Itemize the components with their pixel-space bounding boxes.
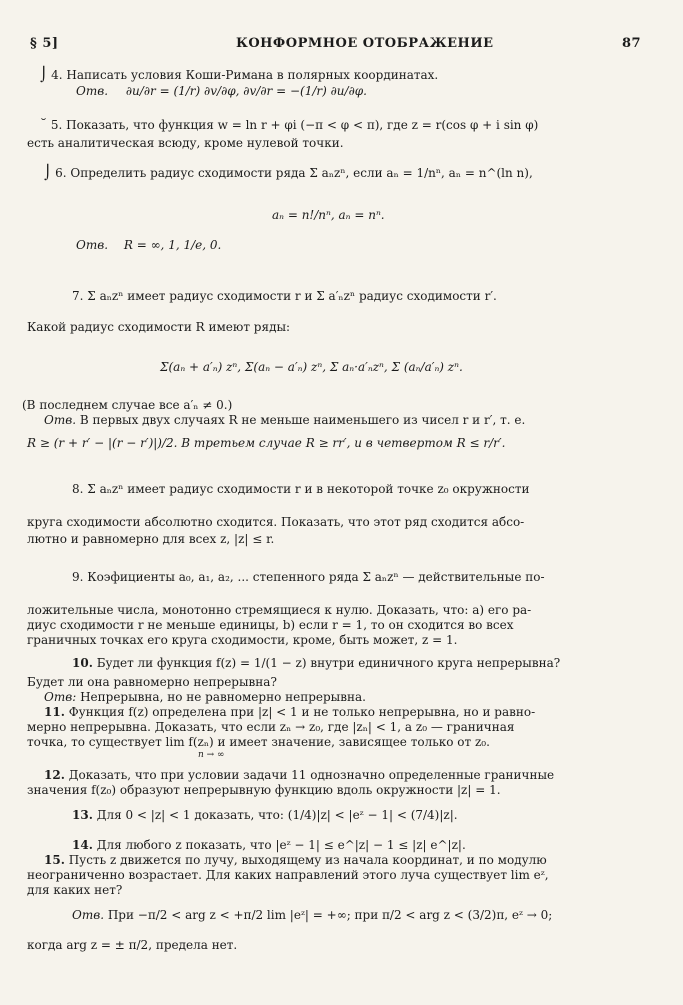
problem-9 [72, 570, 545, 584]
problem-15-answer-line1: При −π/2 < arg z < +π/2 lim |eᶻ| = +∞; при π/2 < arg z < (3/2)π, eᶻ → 0; [107, 908, 553, 922]
check-mark-icon: ⌡ [40, 67, 48, 83]
problem-8-line3: лютно и равномерно для всех z, |z| ≤ r. [27, 532, 275, 546]
problem-5-line2: есть аналитическая всюду, кроме нулевой точки. [27, 136, 344, 150]
problem-7-answer-label: Отв. [44, 413, 77, 427]
problem-7-note: (В последнем случае все a′ₙ ≠ 0.) [22, 398, 233, 412]
check-mark-icon: ⌡ [44, 165, 52, 181]
problem-11-number: 11. [44, 705, 65, 719]
problem-7 [72, 289, 497, 303]
problem-11-line1: Функция f(z) определена при |z| < 1 и не только непрерывна, но и равно- [68, 705, 536, 719]
problem-10-line1: Будет ли функция f(z) = 1/(1 − z) внутри единичного круга непрерывна? [96, 656, 561, 670]
problem-8-number: 8. [72, 482, 84, 496]
problem-15-answer-line2: когда arg z = ± π/2, предела нет. [27, 938, 238, 952]
problem-15-number: 15. [44, 853, 65, 867]
problem-4-number: 4. [51, 68, 63, 82]
problem-6-answer-label: Отв. [76, 238, 109, 252]
problem-11-line2: мерно непрерывна. Доказать, что если zₙ → z₀, где |zₙ| < 1, а z₀ — граничная [27, 720, 515, 734]
problem-15-line3: для каких нет? [27, 883, 123, 897]
problem-12-line1: Доказать, что при условии задачи 11 однозначно определенные граничные [68, 768, 555, 782]
problem-7-number: 7. [72, 289, 84, 303]
problem-4 [40, 68, 438, 82]
problem-10 [72, 656, 560, 670]
problem-5 [40, 118, 538, 132]
page-title: КОНФОРМНОЕ ОТОБРАЖЕНИЕ [236, 36, 494, 51]
problem-7-answer-line2: R ≥ (r + r′ − |(r − r′)|)/2. В третьем случае R ≥ rr′, и в четвертом R ≤ r/r′. [27, 436, 506, 450]
problem-15-answer [72, 908, 552, 922]
problem-9-line1: Коэфициенты a₀, a₁, a₂, ... степенного ряда Σ aₙzⁿ — действительные по- [87, 570, 545, 584]
problem-6-line2: aₙ = n!/nⁿ, aₙ = nⁿ. [272, 208, 385, 222]
problem-6 [44, 166, 533, 180]
problem-10-number: 10. [72, 656, 93, 670]
problem-15-line2: неограниченно возрастает. Для каких направлений этого луча существует lim eᶻ, [27, 868, 549, 882]
page-number: 87 [622, 36, 642, 51]
problem-6-number: 6. [55, 166, 67, 180]
problem-10-answer-text: Непрерывна, но не равномерно непрерывна. [80, 690, 366, 704]
problem-9-line2: ложительные числа, монотонно стремящиеся к нулю. Доказать, что: a) его ра- [27, 603, 532, 617]
problem-12-line2: значения f(z₀) образуют непрерывную функцию вдоль окружности |z| = 1. [27, 783, 501, 797]
problem-15 [44, 853, 547, 867]
problem-10-line2: Будет ли она равномерно непрерывна? [27, 675, 277, 689]
problem-13 [72, 808, 458, 822]
problem-9-line3: диус сходимости r не меньше единицы, b) если r = 1, то он сходится во всех [27, 618, 514, 632]
problem-5-line1: Показать, что функция w = ln r + φi (−π < φ < π), где z = r(cos φ + i sin φ) [66, 118, 539, 132]
problem-15-line1: Пусть z движется по лучу, выходящему из начала координат, и по модулю [68, 853, 547, 867]
problem-8 [72, 482, 529, 496]
problem-9-line4: граничных точках его круга сходимости, кроме, быть может, z = 1. [27, 633, 458, 647]
problem-7-series: Σ(aₙ + a′ₙ) zⁿ, Σ(aₙ − a′ₙ) zⁿ, Σ aₙ·a′ₙzⁿ, Σ (aₙ/a′ₙ) zⁿ. [160, 360, 463, 374]
problem-4-answer-formula: ∂u/∂r = (1/r) ∂v/∂φ, ∂v/∂r = −(1/r) ∂u/∂φ. [125, 84, 367, 98]
problem-13-text: Для 0 < |z| < 1 доказать, что: (1/4)|z| < |eᶻ − 1| < (7/4)|z|. [96, 808, 458, 822]
problem-7-line2: Какой радиус сходимости R имеют ряды: [27, 320, 291, 334]
problem-11 [44, 705, 535, 719]
problem-8-line2: круга сходимости абсолютно сходится. Показать, что этот ряд сходится абсо- [27, 515, 525, 529]
problem-12-number: 12. [44, 768, 65, 782]
problem-6-answer [76, 238, 221, 252]
problem-7-line1: Σ aₙzⁿ имеет радиус сходимости r и Σ a′ₙzⁿ радиус сходимости r′. [87, 289, 497, 303]
problem-15-answer-label: Отв. [72, 908, 105, 922]
problem-12 [44, 768, 554, 782]
problem-4-answer [76, 84, 367, 98]
problem-10-answer-label: Отв: [44, 690, 77, 704]
problem-13-number: 13. [72, 808, 93, 822]
problem-7-answer-line1: В первых двух случаях R не меньше наименьшего из чисел r и r′, т. е. [79, 413, 526, 427]
section-number: § 5] [30, 36, 59, 51]
problem-4-answer-label: Отв. [76, 84, 109, 98]
problem-9-number: 9. [72, 570, 84, 584]
problem-11-line3: точка, то существует lim f(zₙ) и имеет значение, зависящее только от z₀. [27, 735, 490, 749]
problem-8-line1: Σ aₙzⁿ имеет радиус сходимости r и в некоторой точке z₀ окружности [87, 482, 530, 496]
problem-14 [72, 838, 466, 852]
problem-10-answer [44, 690, 366, 704]
problem-14-text: Для любого z показать, что |eᶻ − 1| ≤ e^|z| − 1 ≤ |z| e^|z|. [96, 838, 466, 852]
check-mark-icon: ˘ [40, 117, 47, 133]
problem-5-number: 5. [50, 118, 63, 132]
problem-6-answer-formula: R = ∞, 1, 1/e, 0. [123, 238, 222, 252]
problem-4-text: Написать условия Коши-Римана в полярных координатах. [66, 68, 439, 82]
problem-14-number: 14. [72, 838, 93, 852]
problem-6-text: Определить радиус сходимости ряда Σ aₙzⁿ, если aₙ = 1/nⁿ, aₙ = n^(ln n), [70, 166, 533, 180]
problem-7-answer [44, 413, 525, 427]
problem-11-limit-subscript: n → ∞ [198, 750, 225, 760]
